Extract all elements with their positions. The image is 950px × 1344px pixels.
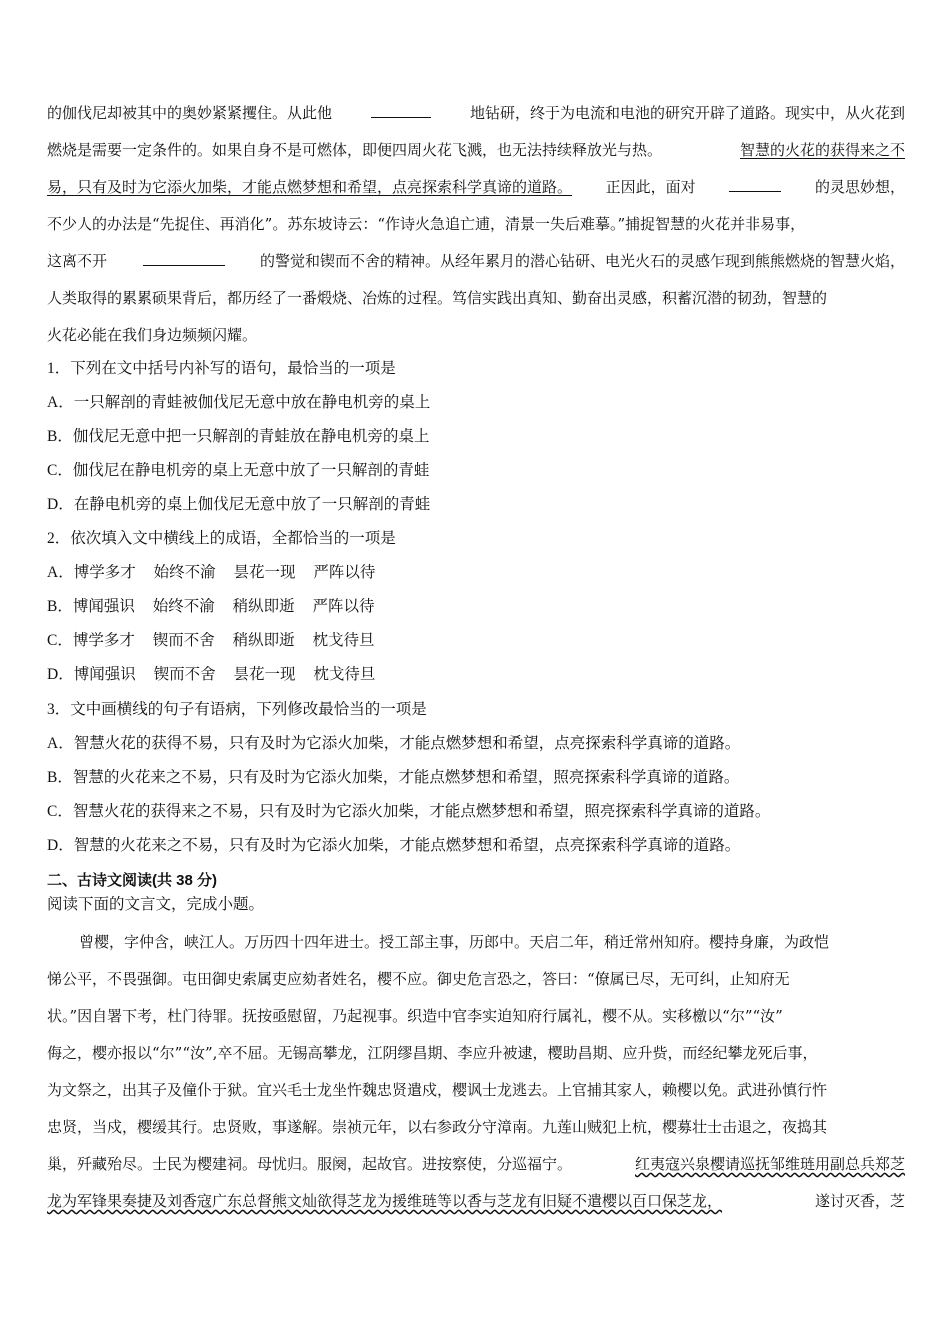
fill-blank-2 — [729, 177, 781, 192]
question-1-option-c: C．伽伐尼在静电机旁的桌上无意中放了一只解剖的青蛙 — [47, 462, 430, 479]
idiom: 稍纵即逝 — [232, 598, 295, 615]
idiom: C．博学多才 — [47, 632, 135, 649]
classical-text-line-4 — [47, 1043, 905, 1063]
passage-text: 燃烧是需要一定条件的。如果自身不是可燃体，即便四周火花飞溅，也无法持续释放光与热。 — [47, 141, 663, 159]
underlined-sentence: 智慧的火花的获得来之不 — [739, 141, 905, 159]
passage-line-4 — [47, 214, 905, 234]
classical-text: 遂讨灭香，芝 — [814, 1192, 905, 1210]
idiom: B．博闻强识 — [47, 598, 135, 615]
classical-text: 曾樱，字仲含，峡江人。万历四十四年进士。授工部主事，历郎中。天启二年，稍迁常州知府。樱持身廉，为政恺 — [79, 933, 830, 951]
question-3-option-a: A．智慧火花的获得不易，只有及时为它添火加柴，才能点燃梦想和希望，点亮探索科学真谛的道路。 — [47, 735, 741, 752]
question-3-option-d: D．智慧的火花来之不易，只有及时为它添火加柴，才能点燃梦想和希望，点亮探索科学真谛的道路。 — [47, 837, 741, 854]
passage-text: 地钻研，终于为电流和电池的研究开辟了道路。现实中，从火花到 — [469, 104, 905, 122]
classical-text: 状。”因自署下考，杜门待罪。抚按亟慰留，乃起视事。织造中官李实迫知府行属礼，樱不从。实移檄以“尔”“汝” — [47, 1007, 783, 1025]
classical-text: 悌公平，不畏强御。屯田御史索属吏应劾者姓名，樱不应。御史危言恐之，答曰：“僚属已尽，无可纠，止知府无 — [47, 970, 790, 988]
classical-text: 侮之，樱亦报以“尔”“汝”,卒不屈。无锡高攀龙，江阴缪昌期、李应升被逮，樱助昌期、应升赀，而经纪攀龙死后事， — [47, 1044, 818, 1062]
idiom: 稍纵即逝 — [232, 632, 295, 649]
idiom: 始终不渝 — [152, 598, 215, 615]
passage-text: 不少人的办法是“先捉住、再消化”。苏东坡诗云：“作诗火急追亡逋，清景一失后难摹。”捕捉智慧的火花并非易事， — [47, 215, 806, 233]
passage-text: 人类取得的累累硕果背后，都历经了一番煅烧、冶炼的过程。笃信实践出真知、勤奋出灵感，积蓄沉潜的韧劲，智慧的 — [47, 289, 828, 307]
idiom: 昙花一现 — [233, 564, 296, 581]
passage-text: 的伽伐尼却被其中的奥妙紧紧攫住。从此他 — [47, 104, 333, 122]
underlined-sentence: 易，只有及时为它添火加柴，才能点燃梦想和希望，点亮探索科学真谛的道路。 — [47, 178, 573, 196]
classical-text: 忠贤，当戍，樱缓其行。忠贤败，事遂解。崇祯元年，以右参政分守漳南。九莲山贼犯上杭，樱募壮士击退之，夜捣其 — [47, 1118, 828, 1136]
question-2-option-c — [47, 631, 375, 651]
classical-text-line-8 — [47, 1191, 905, 1211]
question-1-stem: 1．下列在文中括号内补写的语句，最恰当的一项是 — [47, 360, 396, 377]
question-1-option-b: B．伽伐尼无意中把一只解剖的青蛙放在静电机旁的桌上 — [47, 428, 430, 445]
wavy-underlined-text: 龙为军锋果奏捷及刘香寇广东总督熊文灿欲得芝龙为援维琏等以香与芝龙有旧疑不遣樱以百口保芝龙， — [47, 1192, 723, 1210]
passage-line-1 — [47, 103, 905, 123]
question-3-option-b: B．智慧的火花来之不易，只有及时为它添火加柴，才能点燃梦想和希望，照亮探索科学真谛的道路。 — [47, 769, 740, 786]
section-instruction: 阅读下面的文言文，完成小题。 — [47, 896, 265, 913]
idiom: 昙花一现 — [233, 666, 296, 683]
passage-line-6 — [47, 288, 905, 308]
fill-blank-1 — [371, 103, 431, 118]
question-3-stem: 3．文中画横线的句子有语病，下列修改最恰当的一项是 — [47, 701, 427, 718]
passage-line-7 — [47, 325, 257, 345]
classical-text-line-5 — [47, 1080, 905, 1100]
passage-text: 的警觉和锲而不舍的精神。从经年累月的潜心钻研、电光火石的灵感乍现到熊熊燃烧的智慧火焰， — [259, 252, 905, 270]
classical-text-line-2 — [47, 969, 905, 989]
idiom: 枕戈待旦 — [313, 666, 376, 683]
idiom: A．博学多才 — [47, 564, 136, 581]
idiom: 锲而不舍 — [152, 632, 215, 649]
idiom: 严阵以待 — [312, 598, 375, 615]
classical-text-line-7 — [47, 1154, 905, 1174]
fill-blank-3 — [143, 251, 225, 266]
passage-text: 正因此，面对 — [605, 178, 696, 196]
idiom: 枕戈待旦 — [312, 632, 375, 649]
idiom: 严阵以待 — [313, 564, 376, 581]
passage-text: 的灵思妙想， — [814, 178, 905, 196]
idiom: 锲而不舍 — [153, 666, 216, 683]
classical-text: 巢，歼藏殆尽。士民为樱建祠。母忧归。服阕，起故官。进按察使，分巡福宁。 — [47, 1155, 573, 1173]
question-1-option-a: A．一只解剖的青蛙被伽伐尼无意中放在静电机旁的桌上 — [47, 394, 431, 411]
passage-line-3 — [47, 177, 905, 197]
classical-text: 为文祭之，出其子及僮仆于狱。宜兴毛士龙坐忤魏忠贤遣戍，樱讽士龙逃去。上官捕其家人，赖樱以免。武进孙慎行忤 — [47, 1081, 828, 1099]
question-3-option-c: C．智慧火花的获得来之不易，只有及时为它添火加柴，才能点燃梦想和希望，照亮探索科学真谛的道路。 — [47, 803, 771, 820]
classical-text-line-3 — [47, 1006, 905, 1026]
question-2-option-d — [47, 665, 375, 685]
question-2-option-b — [47, 597, 375, 617]
passage-line-5 — [47, 251, 905, 271]
section-heading: 二、古诗文阅读(共 38 分) — [47, 872, 218, 889]
wavy-underlined-text: 红夷寇兴泉樱请巡抚邹维琏用副总兵郑芝 — [634, 1155, 905, 1173]
question-2-stem: 2．依次填入文中横线上的成语，全都恰当的一项是 — [47, 530, 396, 547]
classical-text-line-6 — [47, 1117, 905, 1137]
idiom: D．博闻强识 — [47, 666, 136, 683]
idiom: 始终不渝 — [153, 564, 216, 581]
passage-text: 这离不开 — [47, 252, 108, 270]
question-1-option-d: D．在静电机旁的桌上伽伐尼无意中放了一只解剖的青蛙 — [47, 496, 431, 513]
passage-text: 火花必能在我们身边频频闪耀。 — [47, 326, 258, 344]
question-2-option-a — [47, 563, 375, 583]
passage-line-2 — [47, 140, 905, 160]
classical-text-line-1 — [79, 932, 905, 952]
